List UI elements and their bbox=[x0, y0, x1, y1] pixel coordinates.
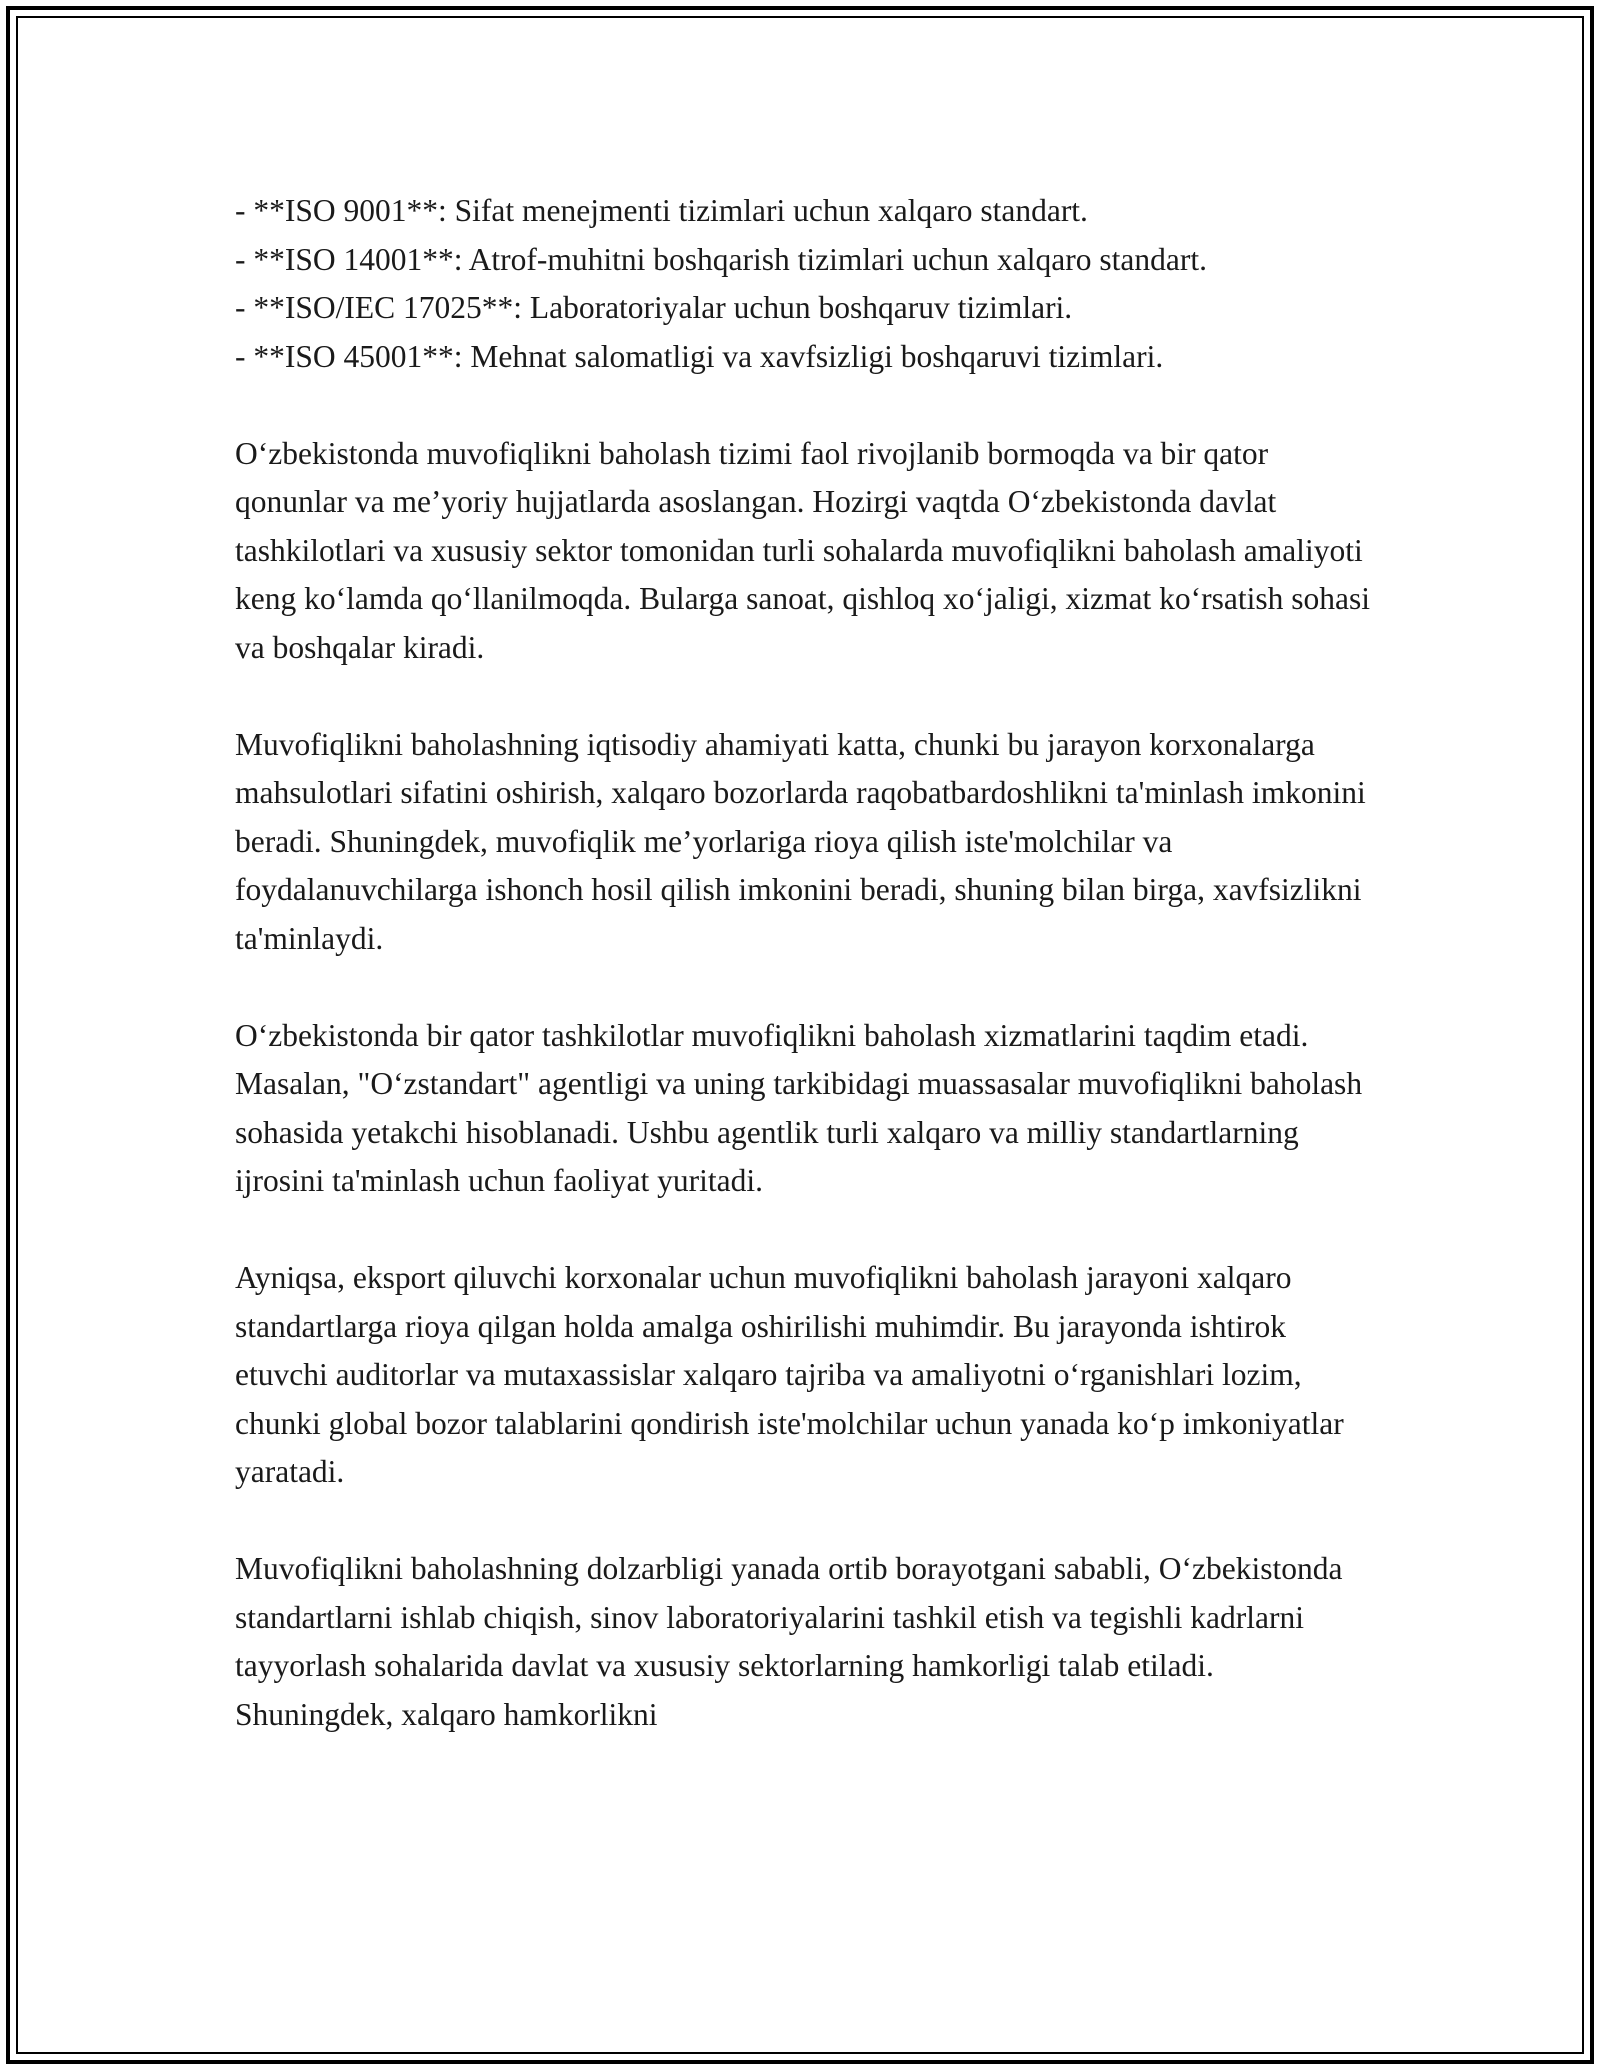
iso-standards-list bbox=[235, 187, 1375, 381]
document-body bbox=[235, 187, 1375, 1739]
list-item-iso-14001: - **ISO 14001**: Atrof-muhitni boshqarish tizimlari uchun xalqaro standart. bbox=[235, 241, 1207, 277]
paragraph-exporters: Ayniqsa, eksport qiluvchi korxonalar uchun muvofiqlikni baholash jarayoni xalqaro standartlarga rioya qilgan holda amalga oshirilishi muhimdir. Bu jarayonda ishtirok etuvchi auditorlar va mutaxassislar xalqaro tajriba va amaliyotni o‘rganishlari lozim, chunki global bozor talablarini qondirish iste'molchilar uchun yanada ko‘p imkoniyatlar yaratadi. bbox=[235, 1260, 1344, 1489]
paragraph-organizations: O‘zbekistonda bir qator tashkilotlar muvofiqlikni baholash xizmatlarini taqdim etadi. Masalan, "O‘zstandart" agentligi va uning tarkibidagi muassasalar muvofiqlikni baholash sohasida yetakchi hisoblanadi. Ushbu agentlik turli xalqaro va milliy standartlarning ijrosini ta'minlash uchun faoliyat yuritadi. bbox=[235, 1017, 1363, 1198]
list-item-iso-45001: - **ISO 45001**: Mehnat salomatligi va xavfsizligi boshqaruvi tizimlari. bbox=[235, 338, 1164, 374]
list-item-iso-9001: - **ISO 9001**: Sifat menejmenti tizimlari uchun xalqaro standart. bbox=[235, 193, 1088, 228]
paragraph-conformity-system: O‘zbekistonda muvofiqlikni baholash tizimi faol rivojlanib bormoqda va bir qator qonunlar va me’yoriy hujjatlarda asoslangan. Hozirgi vaqtda O‘zbekistonda davlat tashkilotlari va xususiy sektor tomonidan turli sohalarda muvofiqlikni baholash amaliyoti keng ko‘lamda qo‘llanilmoqda. Bularga sanoat, qishloq xo‘jaligi, xizmat ko‘rsatish sohasi va boshqalar kiradi. bbox=[235, 435, 1370, 665]
paragraph-economic-importance: Muvofiqlikni baholashning iqtisodiy ahamiyati katta, chunki bu jarayon korxonalarga mahsulotlari sifatini oshirish, xalqaro bozorlarda raqobatbardoshlikni ta'minlash imkonini beradi. Shuningdek, muvofiqlik me’yorlariga rioya qilish iste'molchilar va foydalanuvchilarga ishonch hosil qilish imkonini beradi, shuning bilan birga, xavfsizlikni ta'minlaydi. bbox=[235, 726, 1366, 956]
paragraph-cooperation: Muvofiqlikni baholashning dolzarbligi yanada ortib borayotgani sababli, O‘zbekistonda standartlarni ishlab chiqish, sinov laboratoriyalarini tashkil etish va tegishli kadrlarni tayyorlash sohalarida davlat va xususiy sektorlarning hamkorligi talab etiladi. Shuningdek, xalqaro hamkorlikni bbox=[235, 1551, 1343, 1732]
list-item-iso-iec-17025: - **ISO/IEC 17025**: Laboratoriyalar uchun boshqaruv tizimlari. bbox=[235, 290, 1073, 325]
